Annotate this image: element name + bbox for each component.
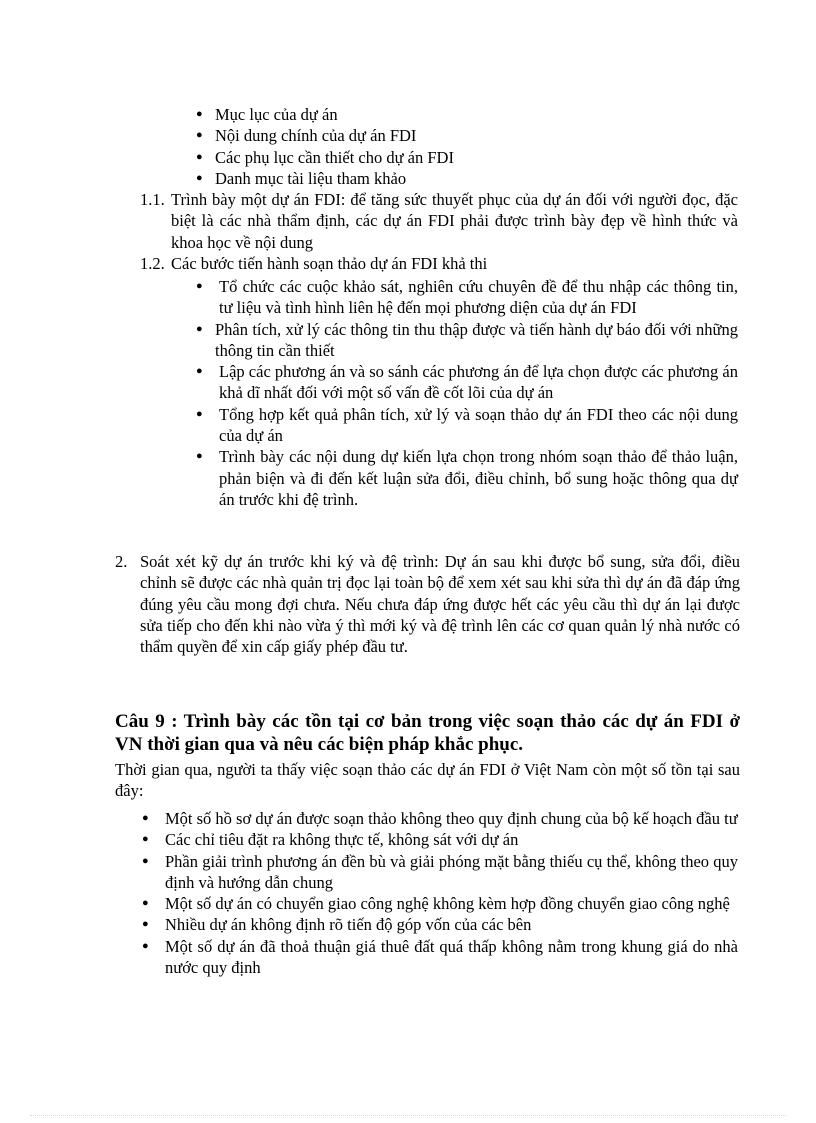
list-item: ● Các phụ lục cần thiết cho dự án FDI <box>196 147 454 167</box>
bullet-icon: ● <box>196 150 203 163</box>
section-1-1 <box>140 189 738 253</box>
section-text: Trình bày một dự án FDI: để tăng sức thuyết phục của dự án đối với người đọc, đặc biệt là các nhà thẩm định, các dự án FDI phải được trình bày đẹp về hình thức và khoa học về nội dung <box>171 190 738 252</box>
list-item: ● Mục lục của dự án <box>196 105 338 124</box>
list-item: ● Phần giải trình phương án đền bù và giải phóng mặt bằng thiếu cụ thể, không theo quy định và hướng dẫn chung <box>142 851 738 892</box>
question-9-heading: Câu 9 : Trình bày các tồn tại cơ bản trong việc soạn thảo các dự án FDI ở VN thời gian qua và nêu các biện pháp khắc phục. <box>115 711 740 755</box>
section-number: 2. <box>115 552 128 571</box>
section-title: Các bước tiến hành soạn thảo dự án FDI khả thi <box>171 254 488 273</box>
question-9-intro: Thời gian qua, người ta thấy việc soạn thảo các dự án FDI ở Việt Nam còn một số tồn tại sau đây: <box>115 760 740 801</box>
bullet-icon: ● <box>196 129 203 142</box>
bullet-icon: ● <box>196 407 203 420</box>
bullet-icon: ● <box>196 171 203 184</box>
bullet-icon: ● <box>196 450 203 463</box>
section-number: 1.1. <box>140 190 165 209</box>
list-item: ● Tổng hợp kết quả phân tích, xử lý và soạn thảo dự án FDI theo các nội dung của dự án <box>196 404 738 446</box>
list-item: ● Phân tích, xử lý các thông tin thu thập được và tiến hành dự báo đối với những thông tin cần thiết <box>196 319 738 360</box>
section-1-2 <box>140 253 738 274</box>
list-item: ● Trình bày các nội dung dự kiến lựa chọn trong nhóm soạn thảo để thảo luận, phản biện và đi đến kết luận sửa đổi, điều chỉnh, bổ sung hoặc thông qua dự án trước khi đệ trình. <box>196 447 738 509</box>
section-2 <box>115 551 740 657</box>
bullet-icon: ● <box>142 939 149 952</box>
list-item: ● Nhiều dự án không định rõ tiến độ góp vốn của các bên <box>142 915 532 935</box>
list-item: ● Một số dự án có chuyển giao công nghệ không kèm hợp đồng chuyển giao công nghệ <box>142 894 730 914</box>
bullet-icon: ● <box>196 280 203 292</box>
issues-list <box>142 808 738 978</box>
steps-list <box>196 276 738 510</box>
bullet-icon: ● <box>142 918 149 931</box>
bullet-icon: ● <box>196 365 203 378</box>
page-bottom-divider <box>30 1115 786 1116</box>
bullet-icon: ● <box>142 812 149 824</box>
list-item: ● Tổ chức các cuộc khảo sát, nghiên cứu chuyên đề để thu nhập các thông tin, tư liệu và tình hình liên hệ đến mọi phương diện của dự án FDI <box>196 277 738 318</box>
bullet-icon: ● <box>196 322 203 335</box>
bullet-icon: ● <box>142 897 149 910</box>
toc-list <box>196 104 496 189</box>
bullet-icon: ● <box>142 854 149 867</box>
list-item: ● Danh mục tài liệu tham khảo <box>196 168 407 188</box>
list-item: ● Lập các phương án và so sánh các phương án để lựa chọn được các phương án khả dĩ nhất đối với một số vấn đề cốt lõi của dự án <box>196 362 738 403</box>
list-item: ● Một số dự án đã thoả thuận giá thuê đất quá thấp không nằm trong khung giá do nhà nước quy định <box>142 936 738 978</box>
section-number: 1.2. <box>140 254 165 273</box>
list-item: ● Nội dung chính của dự án FDI <box>196 126 417 146</box>
list-item: ● Các chỉ tiêu đặt ra không thực tế, không sát với dự án <box>142 830 519 850</box>
bullet-icon: ● <box>196 108 203 120</box>
section-text: Soát xét kỹ dự án trước khi ký và đệ trình: Dự án sau khi được bổ sung, sửa đổi, điều chỉnh sẽ được các nhà quản trị đọc lại toàn bộ để xem xét sau khi sửa thì dự án đã đáp ứng đúng yêu cầu mong đợi chưa. Nếu chưa đáp ứng được hết các yêu cầu thì dự án lại được sửa tiếp cho đến khi nào vừa ý thì mới ký và đệ trình lên các cơ quan quản lý nhà nước có thẩm quyền để xin cấp giấy phép đầu tư. <box>140 552 740 657</box>
bullet-icon: ● <box>142 833 149 846</box>
list-item: ● Một số hồ sơ dự án được soạn thảo không theo quy định chung của bộ kế hoạch đầu tư <box>142 809 738 828</box>
